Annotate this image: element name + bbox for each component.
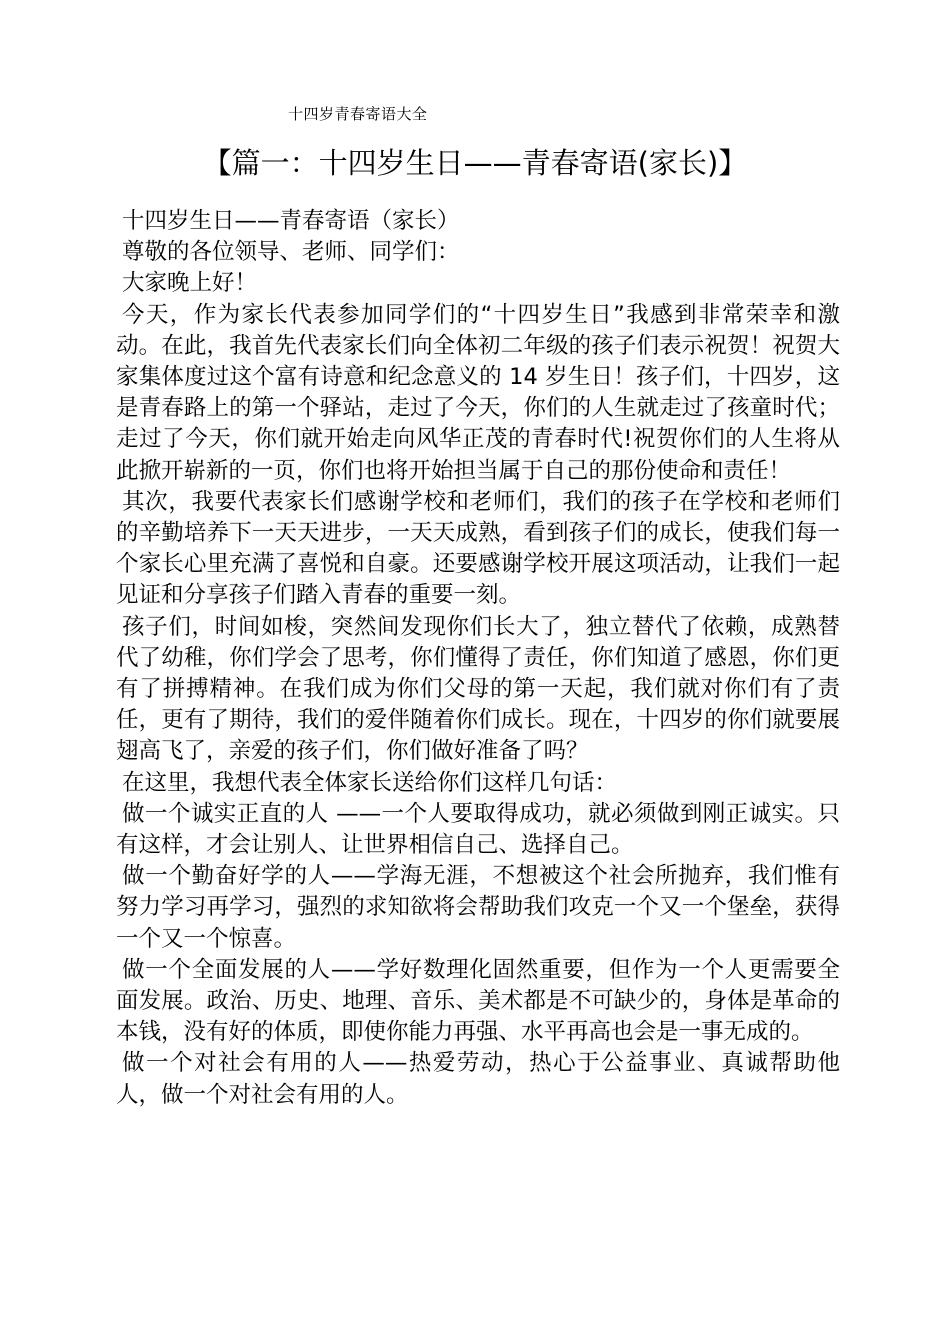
salutation: 尊敬的各位领导、老师、同学们： [122, 239, 460, 266]
paragraph: 孩子们，时间如梭，突然间发现你们长大了，独立替代了依赖，成熟替代了幼稚，你们学会了思考，你们懂得了责任，你们知道了感恩，你们更有了拼搏精神。在我们成为你们父母的第一天起，我们就对你们有了责任，更有了期待，我们的爱伴随着你们成长。现在，十四岁的你们就要展翅高飞了，亲爱的孩子们，你们做好准备了吗？ [116, 613, 840, 765]
paragraph: 今天，作为家长代表参加同学们的“十四岁生日”我感到非常荣幸和激动。在此，我首先代表家长们向全体初二年级的孩子们表示祝贺！祝贺大家集体度过这个富有诗意和纪念意义的 14 岁生日！孩子们，十四岁，这是青春路上的第一个驿站，走过了今天，你们的人生就走过了孩童时代；走过了今天，你们就开始走向风华正茂的青春时代!祝贺你们的人生将从此掀开崭新的一页，你们也将开始担当属于自己的那份使命和责任！ [116, 301, 840, 484]
document-title: 【篇一：十四岁生日——青春寄语(家长)】 [202, 146, 748, 180]
paragraph: 做一个勤奋好学的人——学海无涯，不想被这个社会所抛弃，我们惟有努力学习再学习，强烈的求知欲将会帮助我们攻克一个又一个堡垒，获得一个又一个惊喜。 [116, 863, 840, 952]
paragraph: 其次，我要代表家长们感谢学校和老师们，我们的孩子在学校和老师们的辛勤培养下一天天进步，一天天成熟，看到孩子们的成长，使我们每一个家长心里充满了喜悦和自豪。还要感谢学校开展这项活动，让我们一起见证和分享孩子们踏入青春的重要一刻。 [116, 488, 840, 609]
greeting: 大家晚上好！ [122, 270, 258, 297]
paragraph: 做一个对社会有用的人——热爱劳动，热心于公益事业、真诚帮助他人，做一个对社会有用的人。 [116, 1050, 840, 1108]
document-body [116, 206, 840, 1111]
document-header: 十四岁青春寄语大全 [288, 105, 428, 123]
paragraph: 在这里，我想代表全体家长送给你们这样几句话： [122, 769, 618, 796]
paragraph: 做一个诚实正直的人 ——一个人要取得成功，就必须做到刚正诚实。只有这样，才会让别人、让世界相信自己、选择自己。 [116, 800, 840, 859]
subtitle-line: 十四岁生日——青春寄语（家长） [122, 208, 460, 234]
paragraph: 做一个全面发展的人——学好数理化固然重要，但作为一个人更需要全面发展。政治、历史、地理、音乐、美术都是不可缺少的，身体是革命的本钱，没有好的体质，即使你能力再强、水平再高也会是一事无成的。 [116, 956, 840, 1046]
